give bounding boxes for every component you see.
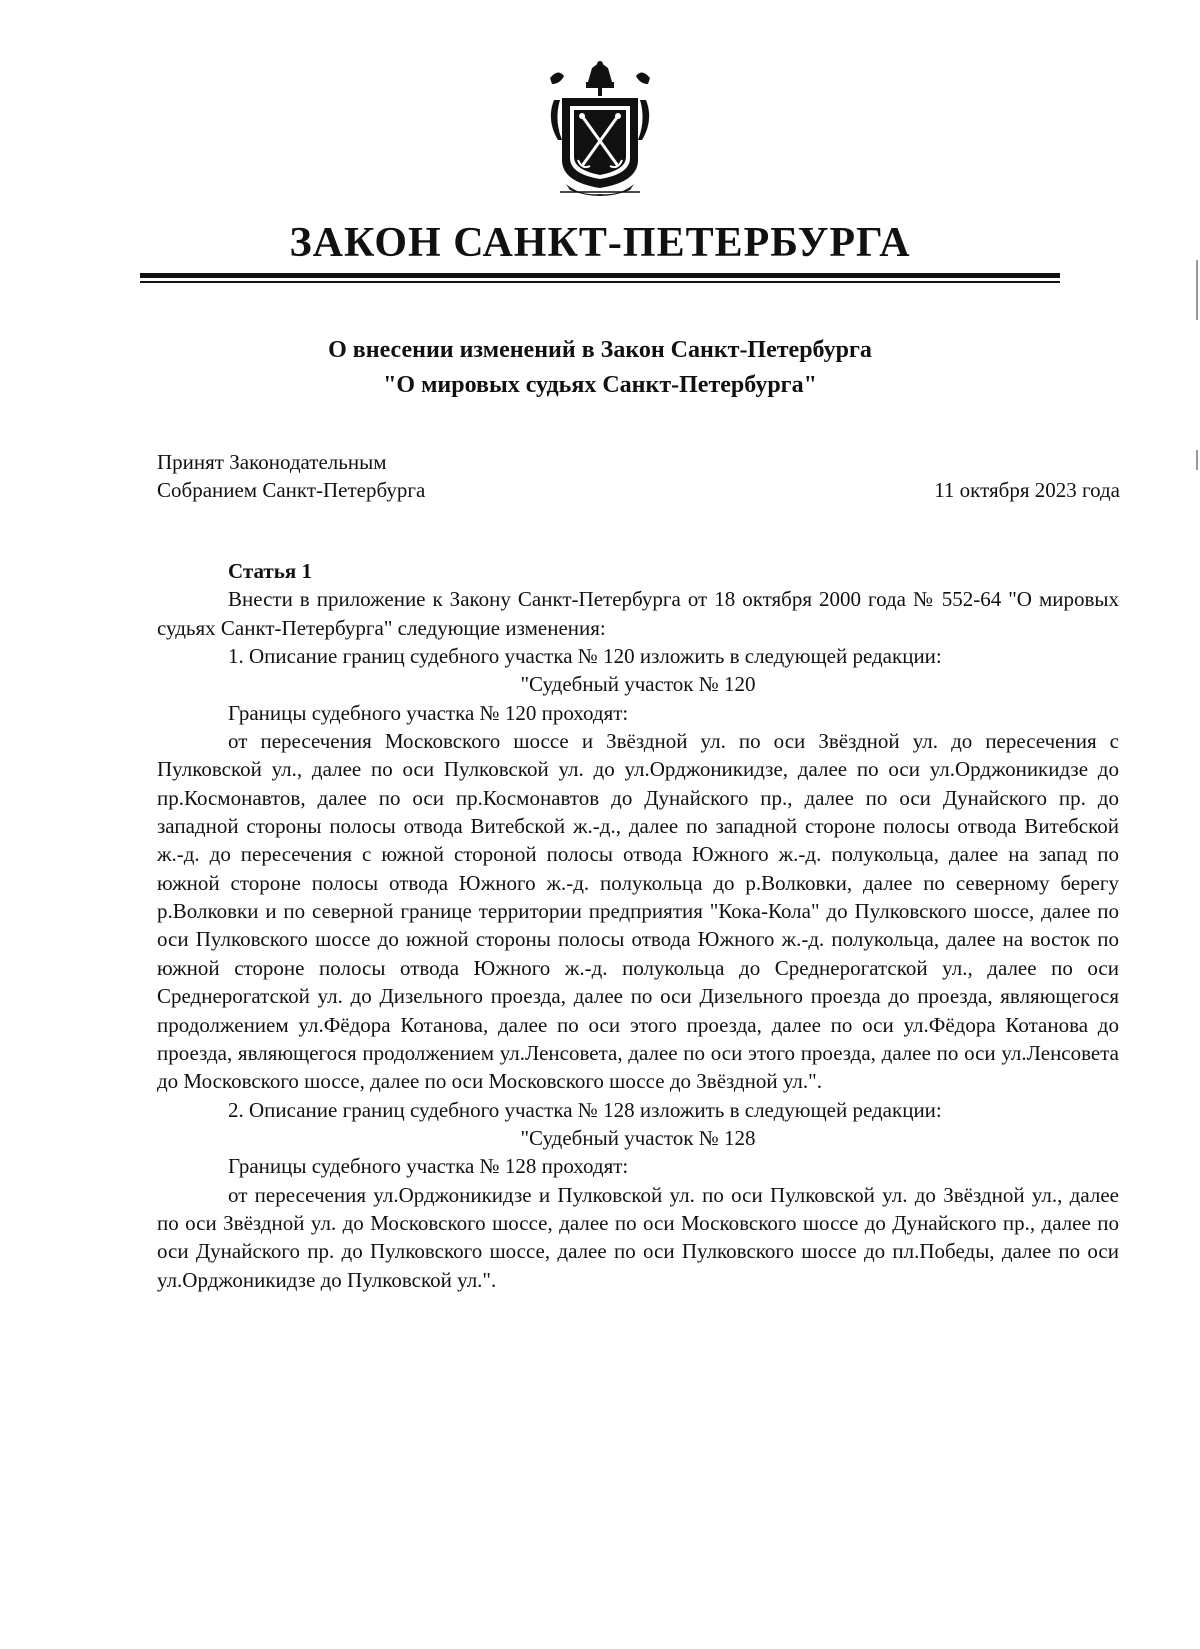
court-district-128-title: "Судебный участок № 128: [520, 1125, 756, 1150]
document-title: ЗАКОН САНКТ-ПЕТЕРБУРГА: [289, 220, 911, 266]
court-district-128-boundaries: от пересечения ул.Орджоникидзе и Пулковской ул. по оси Пулковской ул. до Звёздной ул., далее по оси Звёздной ул. до Московского шоссе, далее по оси Московского шоссе до Дунайского пр., далее по оси Дунайского пр. до Пулковского шоссе, далее по оси Пулковского шоссе до пл.Победы, далее по оси ул.Орджоникидзе до Пулковской ул.".: [157, 1182, 1119, 1292]
adoption-line-1: Принят Законодательным: [157, 450, 387, 474]
scan-edge-mark: [1196, 260, 1198, 320]
adoption-note: [157, 448, 425, 504]
adoption-date: 11 октября 2023 года: [934, 478, 1120, 502]
subtitle-line-1: О внесении изменений в Закон Санкт-Петербурга: [328, 337, 872, 363]
adoption-line-2: Собранием Санкт-Петербурга: [157, 478, 426, 502]
article-heading: Статья 1: [228, 559, 312, 583]
court-district-120-boundaries: от пересечения Московского шоссе и Звёздной ул. по оси Звёздной ул. до пересечения с Пулковской ул., далее по оси Пулковской ул. до ул.Орджоникидзе, далее по оси ул.Орджоникидзе до пр.Космонавтов, далее по оси пр.Космонавтов до Дунайского пр., далее по оси Дунайского пр. до западной стороны полосы отвода Витебской ж.-д., далее по западной стороне полосы отвода Витебской ж.-д. до пересечения с южной стороной полосы отвода Южного ж.-д. полукольца, далее на запад по южной стороне полосы отвода Южного ж.-д. полукольца до р.Волковки, далее по северному берегу р.Волковки и по северной границе территории предприятия "Кока-Кола" до Пулковского шоссе, далее по оси Пулковского шоссе до южной стороны полосы отвода Южного ж.-д. полукольца, далее на восток по южной стороне полосы отвода Южного ж.-д. полукольца до Среднерогатской ул., далее по оси Среднерогатской ул. до Дизельного проезда, далее по оси Дизельного проезда до проезда, являющегося продолжением ул.Фёдора Котанова, далее по оси этого проезда, далее по оси ул.Фёдора Котанова до проезда, являющегося продолжением ул.Ленсовета, далее по оси этого проезда, далее по оси ул.Ленсовета до Московского шоссе, далее по оси Московского шоссе до Звёздной ул.".: [157, 729, 1119, 1094]
law-subtitle: [160, 333, 1040, 403]
court-district-120-lead: Границы судебного участка № 120 проходят:: [228, 700, 629, 725]
amendment-item-2: 2. Описание границ судебного участка № 128 изложить в следующей редакции:: [228, 1097, 942, 1122]
st-petersburg-coat-of-arms-icon: [540, 60, 660, 200]
title-divider-thin: [140, 281, 1060, 283]
court-district-120-title: "Судебный участок № 120: [520, 672, 756, 697]
article-body: [157, 557, 1119, 1294]
amendment-item-1: 1. Описание границ судебного участка № 120 изложить в следующей редакции:: [228, 644, 942, 669]
title-divider-thick: [140, 273, 1060, 278]
subtitle-line-2: "О мировых судьях Санкт-Петербурга": [383, 372, 817, 398]
article-intro: Внести в приложение к Закону Санкт-Петербурга от 18 октября 2000 года № 552-64 "О мировых судьях Санкт-Петербурга" следующие изменения:: [157, 587, 1119, 640]
court-district-128-lead: Границы судебного участка № 128 проходят:: [228, 1154, 629, 1179]
scan-edge-mark: [1196, 450, 1198, 470]
